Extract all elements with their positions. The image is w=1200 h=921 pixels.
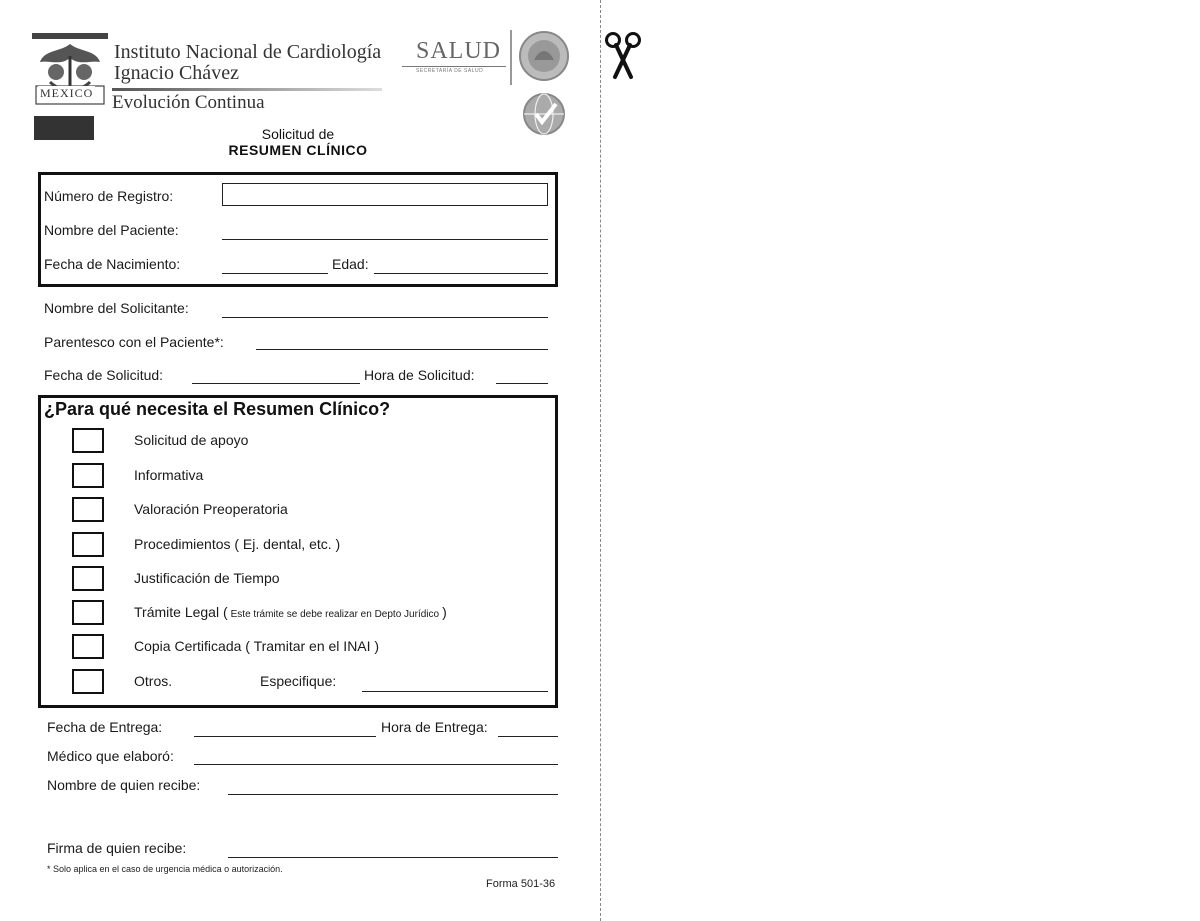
especifique-field[interactable] — [362, 691, 548, 692]
purpose-option-text: Trámite Legal ( — [134, 604, 228, 620]
purpose-option-suffix: ) — [442, 604, 447, 620]
firma-label: Firma de quien recibe: — [47, 840, 187, 856]
parentesco-label: Parentesco con el Paciente*: — [44, 334, 224, 350]
hora-entrega-field[interactable] — [498, 736, 558, 737]
fecha-entrega-label: Fecha de Entrega: — [47, 719, 163, 735]
header-gradient-rule — [112, 88, 382, 91]
purpose-option-text: Otros. — [134, 673, 173, 689]
purpose-option-note: Este trámite se debe realizar en Depto Jurídico — [230, 609, 440, 620]
registro-input[interactable] — [222, 183, 548, 206]
institute-name-line2: Ignacio Chávez — [114, 62, 239, 84]
firma-field[interactable] — [228, 857, 558, 858]
certification-globe-icon — [520, 90, 568, 138]
edad-label: Edad: — [332, 256, 369, 272]
medico-label: Médico que elaboró: — [47, 748, 174, 764]
mexico-coat-of-arms-icon — [518, 30, 570, 82]
fecha-nacimiento-field[interactable] — [222, 273, 328, 274]
form-title-line1: Solicitud de — [261, 126, 335, 142]
hora-solicitud-field[interactable] — [496, 383, 548, 384]
purpose-checkbox[interactable] — [72, 463, 104, 488]
nombre-solicitante-field[interactable] — [222, 317, 548, 318]
purpose-option-label — [134, 604, 447, 620]
salud-logo — [402, 38, 506, 78]
parentesco-field[interactable] — [256, 349, 548, 350]
registro-label: Número de Registro: — [44, 188, 174, 204]
recibe-label: Nombre de quien recibe: — [47, 777, 201, 793]
edad-field[interactable] — [374, 273, 548, 274]
seal-label: MEXICO — [40, 86, 94, 100]
footnote: * Solo aplica en el caso de urgencia médica o autorización. — [47, 864, 283, 874]
purpose-option-text: Justificación de Tiempo — [134, 570, 280, 586]
nombre-paciente-label: Nombre del Paciente: — [44, 222, 179, 238]
purpose-option-label — [134, 638, 379, 654]
purpose-checkbox[interactable] — [72, 669, 104, 694]
purpose-option-label — [134, 501, 288, 517]
hora-entrega-label: Hora de Entrega: — [381, 719, 488, 735]
salud-subtitle: SECRETARÍA DE SALUD — [416, 68, 484, 74]
purpose-option-text: Procedimientos ( Ej. dental, etc. ) — [134, 536, 341, 552]
purpose-option-text: Copia Certificada ( Tramitar en el INAI ) — [134, 638, 380, 654]
purpose-option-label — [134, 673, 172, 689]
purpose-checkbox[interactable] — [72, 532, 104, 557]
purpose-option-label — [134, 467, 203, 483]
purpose-checkbox[interactable] — [72, 428, 104, 453]
purpose-checkbox[interactable] — [72, 497, 104, 522]
institute-name-line1: Instituto Nacional de Cardiología — [114, 41, 382, 63]
purpose-checkbox[interactable] — [72, 634, 104, 659]
purpose-option-text: Solicitud de apoyo — [134, 432, 249, 448]
medico-field[interactable] — [194, 764, 558, 765]
salud-text: SALUD — [416, 38, 502, 64]
fecha-solicitud-label: Fecha de Solicitud: — [44, 367, 164, 383]
nombre-paciente-field[interactable] — [222, 239, 548, 240]
cut-line — [600, 0, 601, 921]
header-divider — [510, 30, 512, 85]
purpose-checkbox[interactable] — [72, 566, 104, 591]
hora-solicitud-label: Hora de Solicitud: — [364, 367, 475, 383]
purpose-option-text: Valoración Preoperatoria — [134, 501, 288, 517]
especifique-label: Especifique: — [260, 673, 337, 689]
fecha-nacimiento-label: Fecha de Nacimiento: — [44, 256, 181, 272]
purpose-option-label — [134, 536, 340, 552]
nombre-solicitante-label: Nombre del Solicitante: — [44, 300, 189, 316]
purpose-checkbox[interactable] — [72, 600, 104, 625]
recibe-field[interactable] — [228, 794, 558, 795]
scissors-icon — [604, 30, 642, 80]
fecha-entrega-field[interactable] — [194, 736, 376, 737]
purpose-option-text: Informativa — [134, 467, 204, 483]
fecha-solicitud-field[interactable] — [192, 383, 360, 384]
motto: Evolución Continua — [112, 92, 265, 113]
purpose-question: ¿Para qué necesita el Resumen Clínico? — [44, 399, 391, 419]
form-title-line2: RESUMEN CLÍNICO — [228, 142, 368, 158]
purpose-option-label — [134, 570, 280, 586]
purpose-option-label — [134, 432, 248, 448]
form-number: Forma 501-36 — [486, 878, 556, 890]
salud-rule — [402, 66, 506, 67]
